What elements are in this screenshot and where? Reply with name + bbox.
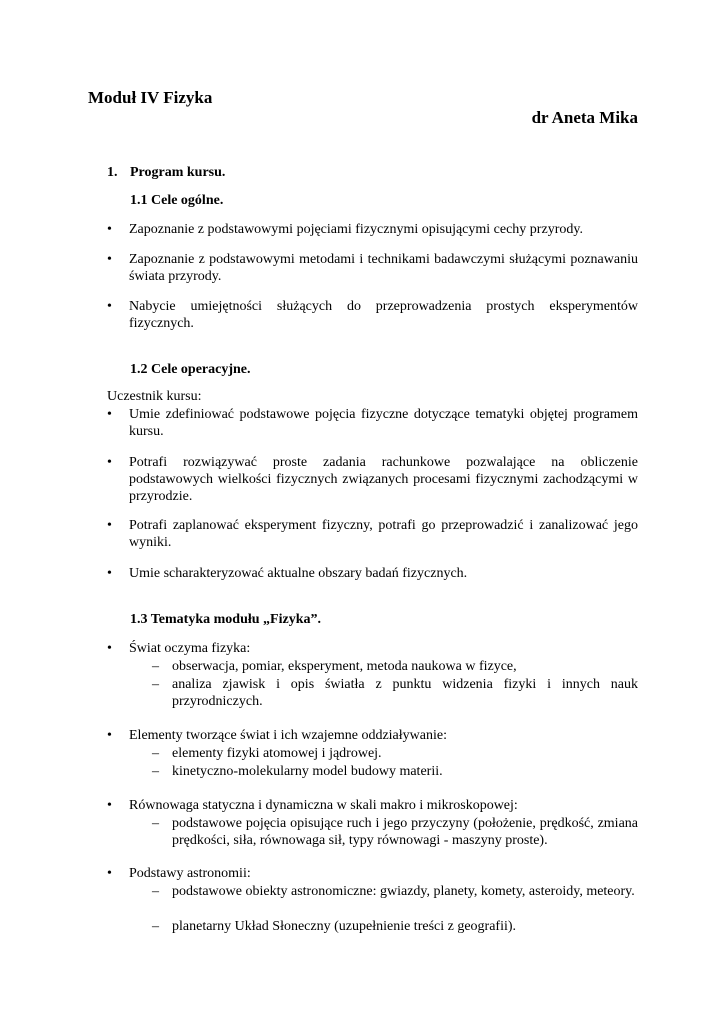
list-item-text: Zapoznanie z podstawowymi pojęciami fizycznymi opisującymi cechy przyrody.: [129, 222, 583, 237]
list-item: [107, 454, 638, 505]
topic-label: Podstawy astronomii:: [129, 866, 251, 881]
dash-icon: –: [152, 746, 159, 761]
list-item: [107, 251, 638, 285]
bullet-icon: •: [107, 866, 112, 881]
dash-icon: –: [152, 919, 159, 934]
bullet-icon: •: [107, 641, 112, 656]
list-item-text: Nabycie umiejętności służących do przeprowadzenia prostych eksperymentów fizycznych.: [129, 299, 638, 331]
list-item-text: Umie zdefiniować podstawowe pojęcia fizyczne dotyczące tematyki objętej programem kursu.: [129, 407, 638, 439]
dash-icon: –: [152, 677, 159, 692]
topic-label: Elementy tworzące świat i ich wzajemne oddziaływanie:: [129, 728, 447, 743]
subtopic-text: elementy fizyki atomowej i jądrowej.: [172, 746, 382, 761]
subtopic-item: [152, 676, 638, 710]
subtopic-item: [152, 918, 638, 935]
section-number: 1.: [107, 165, 118, 180]
module-title: Moduł IV Fizyka: [88, 88, 213, 107]
bullet-icon: •: [107, 252, 112, 267]
subtopic-item: [152, 815, 638, 849]
bullet-icon: •: [107, 455, 112, 470]
subtopic-item: [152, 883, 638, 900]
dash-icon: –: [152, 816, 159, 831]
author-name: dr Aneta Mika: [531, 108, 638, 127]
topic-item: [107, 727, 638, 744]
list-item-text: Potrafi rozwiązywać proste zadania rachunkowe pozwalające na obliczenie podstawowych wielkości fizycznych związanych procesami fizycznymi zachodzącymi w przyrodzie.: [129, 455, 638, 504]
bullet-icon: •: [107, 407, 112, 422]
list-item: [107, 406, 638, 440]
subtopic-text: kinetyczno-molekularny model budowy materii.: [172, 764, 443, 779]
subsection-heading-topics: 1.3 Tematyka modułu „Fizyka”.: [130, 612, 321, 627]
subtopic-text: analiza zjawisk i opis światła z punktu widzenia fizyki i innych nauk przyrodniczych.: [172, 677, 638, 709]
subtopic-text: podstawowe pojęcia opisujące ruch i jego przyczyny (położenie, prędkość, zmiana prędkości, siła, równowaga sił, typy równowagi - maszyny proste).: [172, 816, 638, 848]
subtopic-item: [152, 763, 638, 780]
list-item: [107, 221, 638, 238]
topic-label: Świat oczyma fizyka:: [129, 641, 251, 656]
subtopic-item: [152, 658, 638, 675]
list-item-text: Zapoznanie z podstawowymi metodami i technikami badawczymi służącymi poznawaniu świata przyrody.: [129, 252, 638, 284]
bullet-icon: •: [107, 299, 112, 314]
bullet-icon: •: [107, 728, 112, 743]
topic-item: [107, 865, 638, 882]
list-item-text: Potrafi zaplanować eksperyment fizyczny, potrafi go przeprowadzić i zanalizować jego wyniki.: [129, 518, 638, 550]
list-item: [107, 517, 638, 551]
bullet-icon: •: [107, 518, 112, 533]
subtopic-text: planetarny Układ Słoneczny (uzupełnienie treści z geografii).: [172, 919, 517, 934]
bullet-icon: •: [107, 222, 112, 237]
subtopic-text: podstawowe obiekty astronomiczne: gwiazdy, planety, komety, asteroidy, meteory.: [172, 884, 635, 899]
bullet-icon: •: [107, 798, 112, 813]
topic-item: [107, 640, 638, 657]
dash-icon: –: [152, 659, 159, 674]
list-item-text: Umie scharakteryzować aktualne obszary badań fizycznych.: [129, 566, 468, 581]
section-heading: Program kursu.: [130, 165, 226, 180]
subtopic-text: obserwacja, pomiar, eksperyment, metoda naukowa w fizyce,: [172, 659, 517, 674]
subsection-heading-goals: 1.1 Cele ogólne.: [130, 193, 224, 208]
bullet-icon: •: [107, 566, 112, 581]
dash-icon: –: [152, 884, 159, 899]
participant-intro: Uczestnik kursu:: [107, 389, 202, 404]
topic-label: Równowaga statyczna i dynamiczna w skali makro i mikroskopowej:: [129, 798, 518, 813]
topic-item: [107, 797, 638, 814]
subtopic-item: [152, 745, 638, 762]
subsection-heading-operational: 1.2 Cele operacyjne.: [130, 362, 251, 377]
dash-icon: –: [152, 764, 159, 779]
list-item: [107, 298, 638, 332]
list-item: [107, 565, 638, 582]
